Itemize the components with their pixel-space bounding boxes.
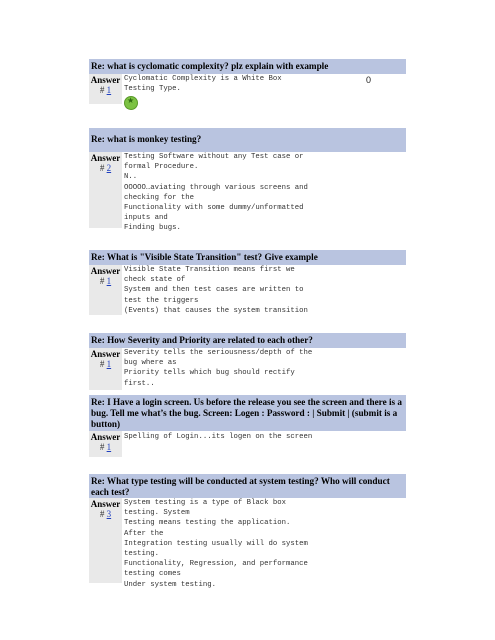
answer-line: System testing is a type of Black box [124, 499, 287, 507]
question-title[interactable]: Re: How Severity and Priority are related to each other? [89, 333, 406, 348]
answer-body [122, 348, 406, 390]
answer-line: test the triggers [124, 296, 199, 305]
answer-body [122, 431, 406, 457]
answer-line: checking for the [124, 193, 195, 202]
answer-line: bug where as [124, 359, 177, 368]
question-title[interactable]: Re: What is "Visible State Transition" test? Give example [89, 250, 406, 265]
answer-line: Functionality, Regression, and performance [124, 560, 308, 569]
answer-number-link[interactable]: 1 [106, 276, 112, 286]
answer-label-cell [89, 265, 122, 315]
question-title[interactable]: Re: what is cyclomatic complexity? plz explain with example [89, 59, 406, 74]
answer-number-link[interactable]: 1 [106, 359, 112, 369]
answer-line: Cyclomatic Complexity is a White Box [124, 75, 282, 83]
answer-row [89, 265, 406, 315]
answer-line: Priority tells which bug should rectify [124, 369, 295, 378]
answer-line: Testing Software without any Test case or [124, 153, 304, 161]
answer-line: After the [124, 529, 164, 538]
answer-line: Spelling of Login...its logen on the screen [124, 433, 313, 441]
answer-row [89, 348, 406, 390]
answer-line: first.. [124, 379, 155, 388]
answer-line: Finding bugs. [124, 224, 181, 233]
answer-number: # 1 [99, 85, 112, 95]
answer-body [122, 265, 406, 315]
answer-number-link[interactable]: 2 [106, 163, 112, 173]
answer-label-cell [89, 498, 122, 583]
answer-row [89, 431, 406, 457]
question-title[interactable]: Re: what is monkey testing? [89, 128, 406, 152]
answer-line: Severity tells the seriousness/depth of the [124, 349, 313, 357]
answer-label-cell [89, 152, 122, 228]
answer-line: Under system testing. [124, 580, 216, 589]
answer-line: Testing means testing the application. [124, 519, 291, 528]
answer-row [89, 74, 406, 104]
answer-number: # 1 [99, 276, 112, 286]
answer-label: Answer [90, 349, 121, 359]
answer-number-link[interactable]: 1 [106, 85, 112, 95]
answer-line: Integration testing usually will do system [124, 539, 308, 548]
answer-label: Answer [90, 266, 121, 276]
answer-label: Answer [90, 499, 121, 509]
answer-line: System and then test cases are written to [124, 286, 304, 295]
score-value: 0 [365, 75, 371, 85]
answer-number: # 2 [99, 163, 112, 173]
answer-row [89, 498, 406, 589]
answer-number: # 1 [99, 359, 112, 369]
answer-label-cell [89, 74, 122, 104]
question-title[interactable]: Re: I Have a login screen. Us before the release you see the screen and there is a bug. Tell me what’s the bug. Screen: Logen : Password : | Submit | (submit is a button) [89, 395, 406, 431]
answer-number: # 1 [99, 442, 112, 452]
answer-line: check state of [124, 276, 186, 285]
answer-line: Testing Type. [124, 85, 181, 94]
post-4 [89, 333, 406, 390]
answer-number-link[interactable]: 3 [106, 509, 112, 519]
answer-label: Answer [90, 432, 121, 442]
answer-line: formal Procedure. [124, 163, 199, 172]
answer-line: (Events) that causes the system transition [124, 306, 308, 315]
post-1 [89, 59, 406, 104]
answer-number: # 3 [99, 509, 112, 519]
answer-line: Visible State Transition means first we [124, 266, 295, 274]
answer-line: OOOOO…aviating through various screens and [124, 183, 308, 192]
answer-line: inputs and [124, 214, 168, 223]
answer-label-cell [89, 431, 122, 457]
answer-label: Answer [90, 153, 121, 163]
answer-body [122, 498, 406, 589]
answer-label-cell [89, 348, 122, 390]
answer-line: testing. [124, 550, 160, 559]
answer-body [122, 152, 406, 233]
post-3 [89, 250, 406, 315]
answer-label: Answer [90, 75, 121, 85]
answer-line: testing comes [124, 570, 181, 579]
answer-line: Functionality with some dummy/unformatted [124, 204, 304, 213]
answer-row [89, 152, 406, 233]
post-2 [89, 128, 406, 233]
answer-line: N.. [124, 173, 138, 182]
post-6 [89, 474, 406, 589]
answer-number-link[interactable]: 1 [106, 442, 112, 452]
answer-body [122, 74, 406, 104]
answer-line: testing. System [124, 509, 190, 518]
rating-star-icon[interactable] [124, 96, 138, 110]
question-title[interactable]: Re: What type testing will be conducted at system testing? Who will conduct each test? [89, 474, 406, 498]
post-5 [89, 395, 406, 457]
